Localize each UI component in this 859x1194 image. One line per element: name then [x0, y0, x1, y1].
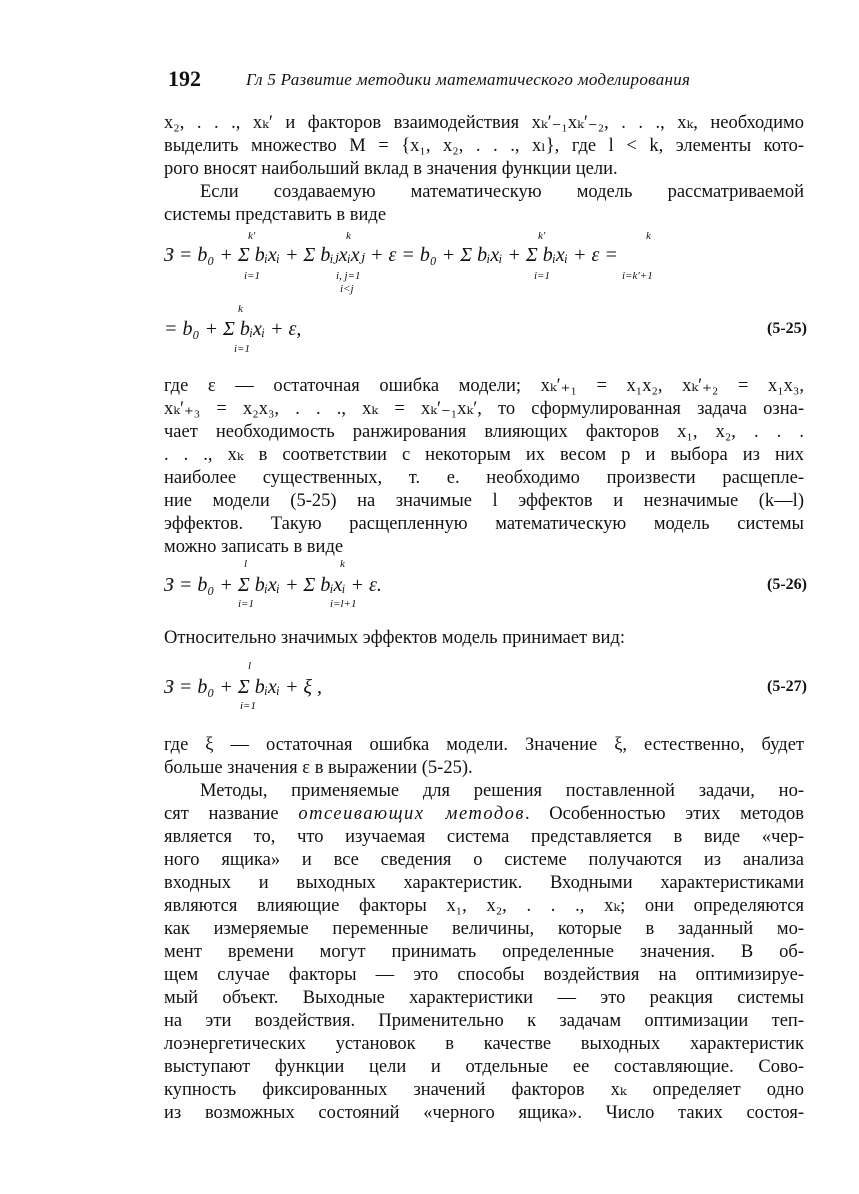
- text-line: как измеряемые переменные величины, которые в заданный мо-: [164, 919, 804, 939]
- text-fragment: сят название: [164, 804, 299, 824]
- text-line: купность фиксированных значений факторов xₖ определяет одно: [164, 1080, 804, 1100]
- text-line: лоэнергетических установок в качестве выходных характеристик: [164, 1034, 804, 1054]
- text-line: на эти воздействия. Применительно к задачам оптимизации теп-: [164, 1011, 804, 1031]
- sum-limit: i=1: [238, 598, 254, 610]
- sum-limit: k: [238, 303, 243, 315]
- text-line: выступают функции цели и отдельные ее составляющие. Сово-: [164, 1057, 804, 1077]
- text-line: щем случае факторы — это способы воздействия на оптимизируе-: [164, 965, 804, 985]
- sum-limit: i=1: [244, 270, 260, 282]
- sum-limit: i=1: [534, 270, 550, 282]
- text-line: входных и выходных характеристик. Входными характеристиками: [164, 873, 804, 893]
- text-line: ние модели (5-25) на значимые l эффектов и незначимые (k—l): [164, 491, 804, 511]
- sum-limit: i=1: [234, 343, 250, 355]
- text-line: выделить множество M = {x₁, x₂, . . ., xₗ}, где l < k, элементы кото-: [164, 136, 804, 156]
- text-line: можно записать в виде: [164, 537, 344, 557]
- equation-number: (5-25): [767, 320, 807, 337]
- sum-limit: k: [346, 230, 351, 242]
- text-line: являются влияющие факторы x₁, x₂, . . ., xₖ; они определяются: [164, 896, 804, 916]
- formula-5-25-line2: = b₀ + Σ bᵢxᵢ + ε,: [164, 318, 302, 340]
- text-line: является то, что изучаемая система представляется в виде «чер-: [164, 827, 804, 847]
- sum-limit: k′: [538, 230, 546, 242]
- text-line: где ξ — остаточная ошибка модели. Значение ξ, естественно, будет: [164, 735, 804, 755]
- sum-limit: l: [248, 660, 252, 672]
- sum-limit: i, j=1: [336, 270, 361, 282]
- text-line: Относительно значимых эффектов модель принимает вид:: [164, 628, 626, 648]
- text-line: Если создаваемую математическую модель рассматриваемой: [200, 182, 804, 202]
- text-line: чает необходимость ранжирования влияющих факторов x₁, x₂, . . .: [164, 422, 804, 442]
- text-line: системы представить в виде: [164, 205, 387, 225]
- sum-limit: k′: [248, 230, 256, 242]
- text-line: рого вносят наибольший вклад в значения функции цели.: [164, 159, 618, 179]
- text-line: x₂, . . ., xₖ′ и факторов взаимодействия xₖ′₋₁xₖ′₋₂, . . ., xₖ, необходимо: [164, 113, 804, 133]
- formula-5-27: З = b₀ + Σ bᵢxᵢ + ξ ,: [164, 676, 322, 698]
- text-line: ного ящика» и все сведения о системе получаются из анализа: [164, 850, 804, 870]
- sum-limit: k: [340, 558, 345, 570]
- sum-limit: k: [646, 230, 651, 242]
- page-number: 192: [168, 66, 201, 91]
- text-line: мент времени могут принимать определенные значения. В об-: [164, 942, 804, 962]
- sum-limit: i=l+1: [330, 598, 357, 610]
- text-line: мый объект. Выходные характеристики — это реакция системы: [164, 988, 804, 1008]
- text-line: . . ., xₖ в соответствии с некоторым их весом p и выбора из них: [164, 445, 804, 465]
- formula-5-25-line1: З = b₀ + Σ bᵢxᵢ + Σ bᵢⱼxᵢxⱼ + ε = b₀ + Σ bᵢxᵢ + Σ bᵢxᵢ + ε =: [164, 244, 618, 266]
- equation-number: (5-26): [767, 576, 807, 593]
- text-line: [164, 803, 804, 825]
- text-line: больше значения ε в выражении (5-25).: [164, 758, 473, 778]
- text-line: Методы, применяемые для решения поставленной задачи, но-: [200, 781, 804, 801]
- text-line: из возможных состояний «черного ящика». Число таких состоя-: [164, 1103, 804, 1123]
- sum-limit: i=k′+1: [622, 270, 653, 282]
- formula-5-26: З = b₀ + Σ bᵢxᵢ + Σ bᵢxᵢ + ε.: [164, 574, 382, 596]
- text-line: где ε — остаточная ошибка модели; xₖ′₊₁ = x₁x₂, xₖ′₊₂ = x₁x₃,: [164, 376, 804, 396]
- running-title: Гл 5 Развитие методики математического моделирования: [246, 70, 691, 89]
- page-header: [168, 66, 808, 96]
- equation-number: (5-27): [767, 678, 807, 695]
- sum-limit: i<j: [340, 283, 354, 295]
- text-line: наиболее существенных, т. е. необходимо произвести расщепле-: [164, 468, 804, 488]
- emphasized-term: отсеивающих методов: [298, 804, 525, 824]
- text-line: xₖ′₊₃ = x₂x₃, . . ., xₖ = xₖ′₋₁xₖ′, то сформулированная задача озна-: [164, 399, 804, 419]
- sum-limit: l: [244, 558, 248, 570]
- text-line: эффектов. Такую расщепленную математическую модель системы: [164, 514, 804, 534]
- sum-limit: i=1: [240, 700, 256, 712]
- text-fragment: . Особенностью этих методов: [524, 804, 804, 824]
